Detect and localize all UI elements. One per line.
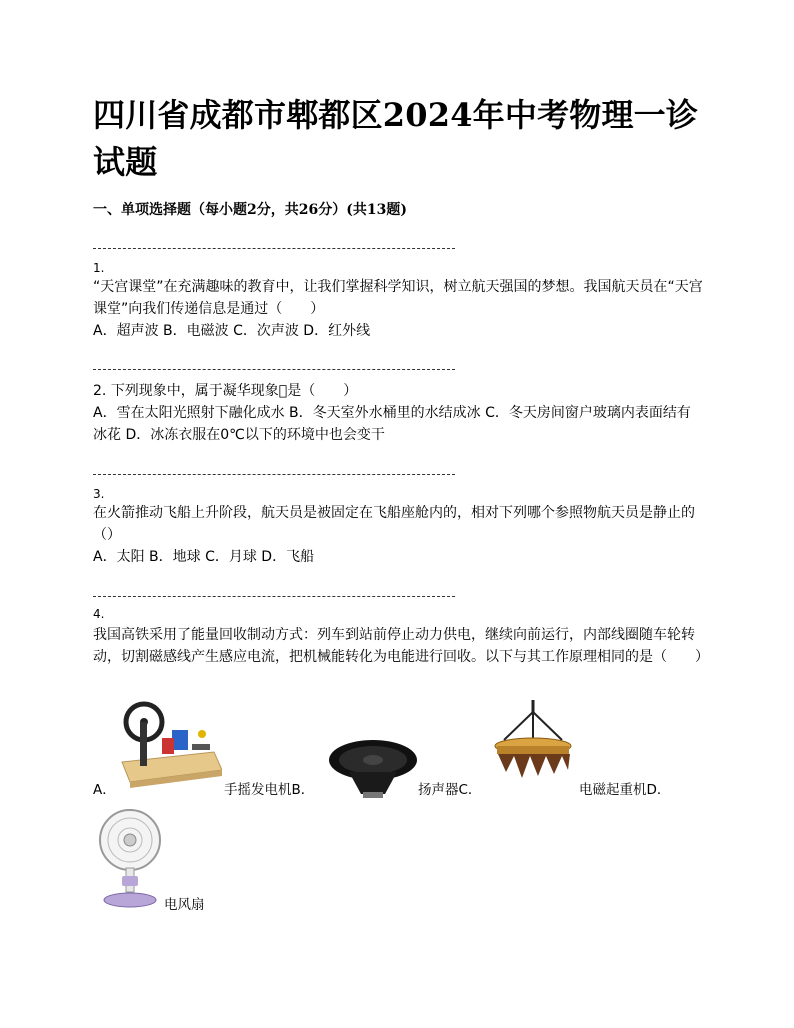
- hand-crank-generator-image: [118, 700, 222, 792]
- question-stem-2: [93, 380, 703, 402]
- question-stem: 在火箭推动飞船上升阶段，航天员是被固定在飞船座舱内的，相对下列哪个参照物航天员是静止的（）: [93, 505, 695, 543]
- separator: [93, 596, 455, 597]
- choice-b-text: 扬声器: [418, 782, 459, 798]
- choice-c-label: [579, 781, 670, 799]
- choice-d-letter: D．: [646, 782, 671, 798]
- question-stem: 下列现象中，属于凝华现象 是（ ）: [110, 383, 358, 399]
- question-stem: “天宫课堂”在充满趣味的教育中，让我们掌握科学知识，树立航天强国的梦想。我国航天员在“天宫课堂”向我们传递信息是通过（ ）: [93, 279, 703, 317]
- section-heading: 一、单项选择题（每小题2分，共26分）(共13题): [93, 202, 407, 218]
- separator: [93, 369, 455, 370]
- choice-b-letter: B．: [291, 782, 315, 798]
- separator: [93, 248, 455, 249]
- question-number: 2.: [93, 383, 107, 399]
- question-number: 4.: [93, 607, 105, 621]
- question-number: 3.: [93, 487, 105, 501]
- electric-fan-image: [96, 806, 166, 910]
- question-options: A．超声波 B．电磁波 C．次声波 D．红外线: [93, 323, 371, 339]
- choice-a-letter: A．: [93, 782, 116, 798]
- choice-a-label: [224, 781, 314, 799]
- question-stem: 我国高铁采用了能量回收制动方式：列车到站前停止动力供电，继续向前运行，内部线圈随车轮转动，切割磁感线产生感应电流，把机械能转化为电能进行回收。以下与其工作原理相同的是（ ）: [93, 627, 709, 665]
- choice-b-label: [418, 781, 481, 799]
- document-title: 四川省成都市郫都区2024年中考物理一诊试题: [93, 96, 699, 181]
- choice-c-text: 电磁起重机: [579, 782, 647, 798]
- question-options: A．太阳 B．地球 C．月球 D．飞船: [93, 549, 315, 565]
- choice-a-text: 手摇发电机: [224, 782, 292, 798]
- electromagnetic-crane-image: [492, 698, 574, 784]
- choice-c-letter: C．: [458, 782, 482, 798]
- separator: [93, 474, 455, 475]
- choice-d-label: 电风扇: [164, 897, 205, 913]
- question-number: 1.: [93, 261, 105, 275]
- speaker-image: [327, 738, 419, 800]
- question-options: A．雪在太阳光照射下融化成水 B．冬天室外水桶里的水结成冰 C．冬天房间窗户玻璃内表面结有冰花 D．冰冻衣服在0℃以下的环境中也会变干: [93, 405, 691, 443]
